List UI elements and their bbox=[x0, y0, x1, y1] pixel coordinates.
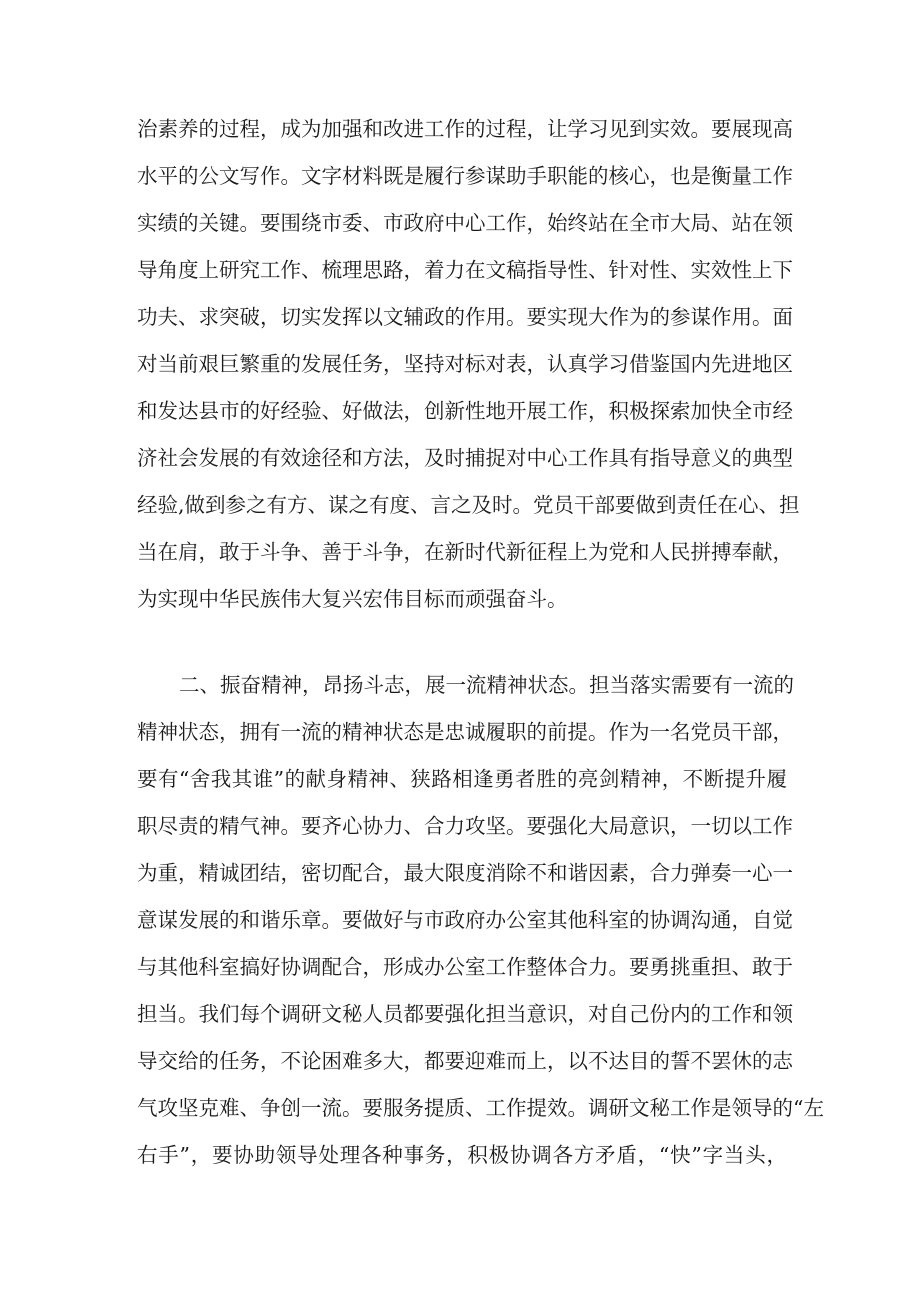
paragraph-2-line: 精神状态，拥有一流的精神状态是忠诚履职的前提。作为一名党员干部， bbox=[137, 720, 793, 744]
paragraph-2-line: 导交给的任务，不论困难多大，都要迎难而上，以不达目的誓不罢休的志 bbox=[137, 1049, 793, 1073]
paragraph-1-line: 济社会发展的有效途径和方法，及时捕捉对中心工作具有指导意义的典型 bbox=[137, 446, 793, 470]
paragraph-1-line: 当在肩，敢于斗争、善于斗争，在新时代新征程上为党和人民拼搏奉献， bbox=[137, 540, 793, 564]
paragraph-2-line: 与其他科室搞好协调配合，形成办公室工作整体合力。要勇挑重担、敢于 bbox=[137, 955, 793, 979]
paragraph-1-line: 导角度上研究工作、梳理思路，着力在文稿指导性、针对性、实效性上下 bbox=[137, 258, 793, 282]
paragraph-1-line: 实绩的关键。要围绕市委、市政府中心工作，始终站在全市大局、站在领 bbox=[137, 211, 793, 235]
paragraph-2-line: 职尽责的精气神。要齐心协力、合力攻坚。要强化大局意识，一切以工作 bbox=[137, 814, 793, 838]
paragraph-1-line: 治素养的过程，成为加强和改进工作的过程，让学习见到实效。要展现高 bbox=[137, 117, 793, 141]
paragraph-1-line: 和发达县市的好经验、好做法，创新性地开展工作，积极探索加快全市经 bbox=[137, 399, 793, 423]
paragraph-2-line: 气攻坚克难、争创一流。要服务提质、工作提效。调研文秘工作是领导的“左 bbox=[137, 1096, 824, 1120]
paragraph-2-line: 右手”，要协助领导处理各种事务，积极协调各方矛盾，“快”字当头， bbox=[137, 1143, 787, 1167]
paragraph-1-line: 对当前艰巨繁重的发展任务，坚持对标对表，认真学习借鉴国内先进地区 bbox=[137, 352, 793, 376]
paragraph-1-line: 功夫、求突破，切实发挥以文辅政的作用。要实现大作为的参谋作用。面 bbox=[137, 305, 793, 329]
paragraph-2-line: 意谋发展的和谐乐章。要做好与市政府办公室其他科室的协调沟通，自觉 bbox=[137, 908, 793, 932]
paragraph-1-last-line: 为实现中华民族伟大复兴宏伟目标而顽强奋斗。 bbox=[137, 587, 568, 611]
paragraph-2-line: 为重，精诚团结，密切配合，最大限度消除不和谐因素，合力弹奏一心一 bbox=[137, 861, 793, 885]
paragraph-2-line: 要有“舍我其谁”的献身精神、狭路相逢勇者胜的亮剑精神，不断提升履 bbox=[137, 767, 787, 791]
paragraph-2-line: 担当。我们每个调研文秘人员都要强化担当意识，对自己份内的工作和领 bbox=[137, 1002, 793, 1026]
paragraph-1-line: 水平的公文写作。文字材料既是履行参谋助手职能的核心，也是衡量工作 bbox=[137, 164, 793, 188]
paragraph-2-first-line: 二、振奋精神，昂扬斗志，展一流精神状态。担当落实需要有一流的 bbox=[179, 673, 794, 697]
paragraph-1-line: 经验,做到参之有方、谋之有度、言之及时。党员干部要做到责任在心、担 bbox=[137, 493, 800, 517]
